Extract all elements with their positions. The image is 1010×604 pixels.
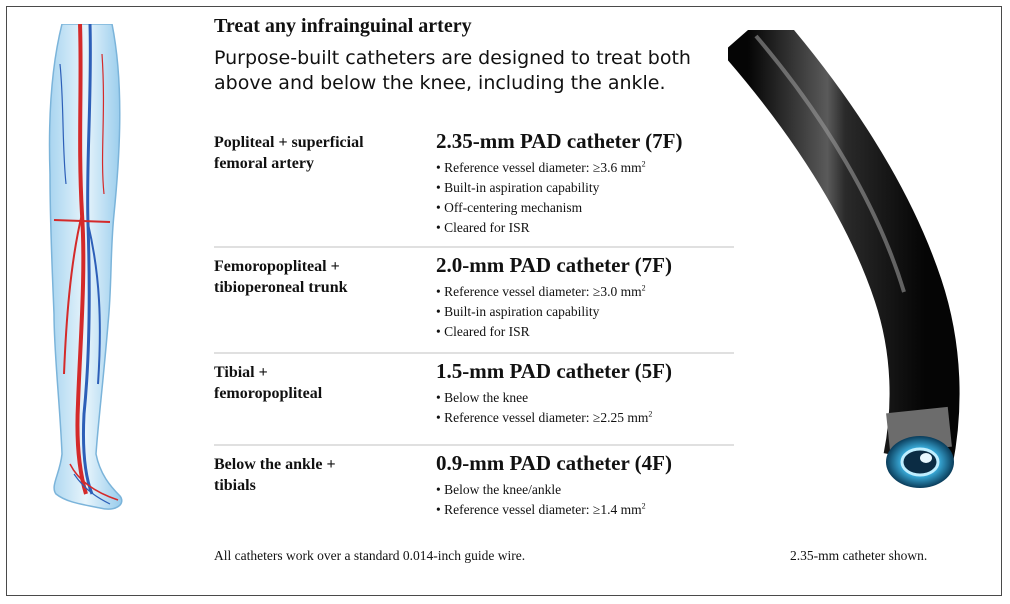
vessel-label: Femoropopliteal + tibioperoneal trunk [214,258,348,296]
feature-item: • Below the knee [436,388,734,408]
catheter-detail [436,354,734,444]
catheter-detail [436,446,734,538]
page-subtitle: Purpose-built catheters are designed to treat both above and below the knee, including the ankle. [214,47,691,94]
catheter-name: 2.0-mm PAD catheter (7F) [436,253,672,277]
leg-anatomy-illustration [40,24,140,524]
vessel-label: Tibial + femoropopliteal [214,364,323,402]
header-section [214,14,744,96]
feature-item: • Built-in aspiration capability [436,178,734,198]
vessel-label: Below the ankle + tibials [214,456,336,494]
catheter-detail [436,124,734,246]
catheter-row [214,124,734,248]
feature-item: • Reference vessel diameter: ≥2.25 $mm^2$ [436,408,734,428]
feature-item: • Reference vessel diameter: ≥3.6 $mm^2$ [436,158,734,178]
vessel-label: Popliteal + superficial femoral artery [214,134,364,172]
catheter-row [214,446,734,538]
feature-list [436,158,734,238]
feature-item: • Reference vessel diameter: ≥1.4 $mm^2$ [436,500,734,520]
catheter-row [214,248,734,354]
catheter-name: 2.35-mm PAD catheter (7F) [436,129,683,153]
feature-item: • Below the knee/ankle [436,480,734,500]
feature-item: • Cleared for ISR [436,322,734,342]
feature-list [436,282,734,342]
feature-list [436,480,734,520]
feature-item: • Off-centering mechanism [436,198,734,218]
feature-item: • Built-in aspiration capability [436,302,734,322]
catheter-table [214,124,734,538]
catheter-photo [728,30,978,510]
feature-item: • Reference vessel diameter: ≥3.0 $mm^2$ [436,282,734,302]
catheter-name: 1.5-mm PAD catheter (5F) [436,359,672,383]
feature-list [436,388,734,428]
image-caption: 2.35-mm catheter shown. [790,548,928,563]
catheter-detail [436,248,734,352]
feature-item: • Cleared for ISR [436,218,734,238]
catheter-name: 0.9-mm PAD catheter (4F) [436,451,672,475]
catheter-row [214,354,734,446]
page-title: Treat any infrainguinal artery [214,15,472,37]
footnote: All catheters work over a standard 0.014-inch guide wire. [214,548,526,563]
